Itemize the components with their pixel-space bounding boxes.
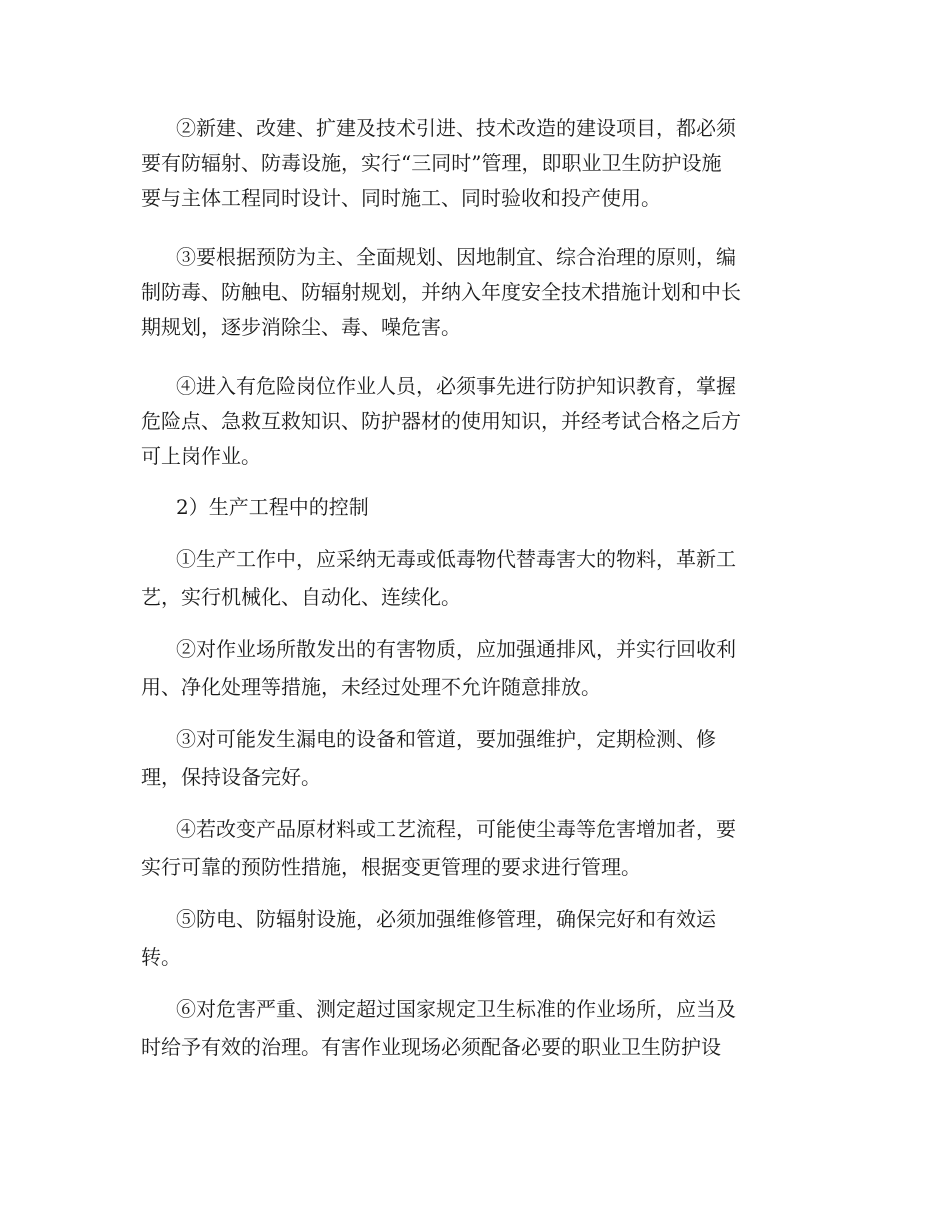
paragraph-3-line-2: 危险点、急救互救知识、防护器材的使用知识，并经考试合格之后方	[141, 409, 741, 433]
paragraph-1-line-1: ②新建、改建、扩建及技术引进、技术改造的建设项目，都必须	[176, 116, 736, 140]
paragraph-8-line-1: ④若改变产品原材料或工艺流程，可能使尘毒等危害增加者，要	[176, 817, 736, 841]
paragraph-2-line-1: ③要根据预防为主、全面规划、因地制宜、综合治理的原则，编	[176, 245, 736, 269]
paragraph-7-line-1: ③对可能发生漏电的设备和管道，要加强维护，定期检测、修	[176, 727, 716, 751]
paragraph-10-line-2: 时给予有效的治理。有害作业现场必须配备必要的职业卫生防护设	[141, 1035, 721, 1059]
paragraph-2-line-2: 制防毒、防触电、防辐射规划，并纳入年度安全技术措施计划和中长	[141, 280, 741, 304]
paragraph-8-line-2: 实行可靠的预防性措施，根据变更管理的要求进行管理。	[141, 855, 641, 879]
paragraph-3-line-3: 可上岗作业。	[141, 444, 261, 468]
paragraph-2-line-3: 期规划，逐步消除尘、毒、噪危害。	[141, 315, 461, 339]
paragraph-9-line-1: ⑤防电、防辐射设施，必须加强维修管理，确保完好和有效运	[176, 907, 716, 931]
paragraph-6-line-2: 用、净化处理等措施，未经过处理不允许随意排放。	[141, 675, 601, 699]
paragraph-5-line-1: ①生产工作中，应采纳无毒或低毒物代替毒害大的物料，革新工	[176, 547, 736, 571]
paragraph-5-line-2: 艺，实行机械化、自动化、连续化。	[141, 585, 461, 609]
paragraph-10-line-1: ⑥对危害严重、测定超过国家规定卫生标准的作业场所，应当及	[176, 997, 736, 1021]
section-heading: 2）生产工程中的控制	[176, 495, 369, 519]
paragraph-1-line-2: 要有防辐射、防毒设施，实行“三同时”管理，即职业卫生防护设施	[141, 151, 722, 175]
paragraph-7-line-2: 理，保持设备完好。	[141, 765, 321, 789]
paragraph-1-line-3: 要与主体工程同时设计、同时施工、同时验收和投产使用。	[141, 186, 661, 210]
paragraph-3-line-1: ④进入有危险岗位作业人员，必须事先进行防护知识教育，掌握	[176, 374, 736, 398]
paragraph-9-line-2: 转。	[141, 945, 181, 969]
paragraph-6-line-1: ②对作业场所散发出的有害物质，应加强通排风，并实行回收利	[176, 637, 736, 661]
